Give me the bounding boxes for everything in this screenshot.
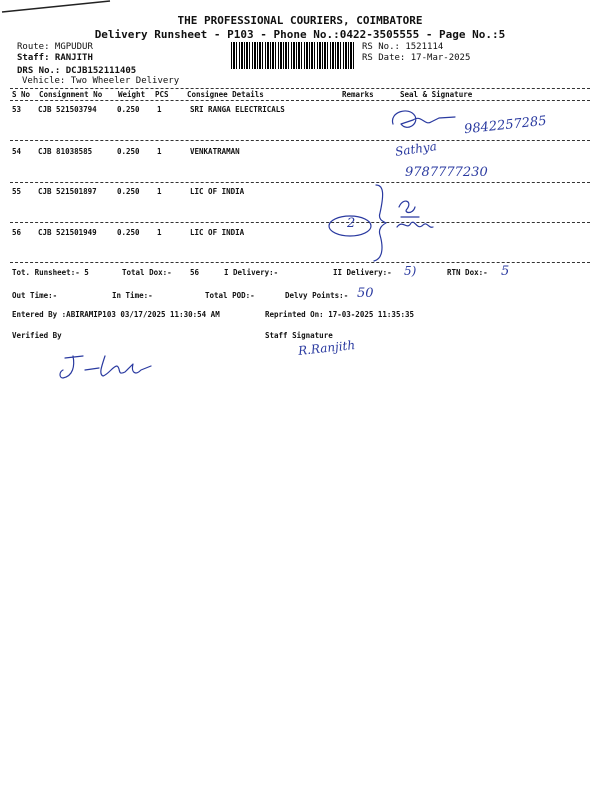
route-label: Route: MGPUDUR [17, 42, 93, 52]
row-consignment: CJB 521501897 [38, 187, 97, 196]
row-consignment: CJB 521503794 [38, 105, 97, 114]
company-title: THE PROFESSIONAL COURIERS, COIMBATORE [177, 14, 423, 27]
rtn-dox-handwritten: 5 [501, 264, 510, 279]
row-sno: 54 [12, 147, 22, 156]
i-delivery-label: I Delivery:- [224, 268, 279, 277]
col-header-weight: Weight [118, 90, 146, 99]
row-consignee: LIC OF INDIA [190, 187, 245, 196]
tot-runsheet: Tot. Runsheet:- 5 [12, 268, 89, 277]
staff-signature-label: Staff Signature [265, 331, 333, 340]
divider [10, 222, 590, 223]
divider [10, 88, 590, 89]
circled-count: 2 [347, 216, 356, 231]
divider [10, 262, 590, 263]
col-header-sno: S No [12, 90, 31, 99]
row-consignment: CJB 521501949 [38, 228, 97, 237]
total-pod-label: Total POD:- [205, 291, 255, 300]
vehicle-label: Vehicle: Two Wheeler Delivery [22, 76, 180, 86]
verifier-signature [55, 348, 165, 384]
col-header-pcs: PCS [155, 90, 169, 99]
col-header-seal: Seal & Signature [400, 90, 473, 99]
divider [10, 140, 590, 141]
reprinted-on: Reprinted On: 17-03-2025 11:35:35 [265, 310, 415, 319]
scribble-mark [393, 193, 443, 237]
rs-number: RS No.: 1521114 [362, 42, 444, 52]
total-dox-label: Total Dox:- [122, 268, 172, 277]
row-consignee: SRI RANGA ELECTRICALS [190, 105, 285, 114]
verified-by-label: Verified By [12, 331, 62, 340]
row-pcs: 1 [157, 228, 162, 237]
divider [10, 100, 590, 101]
row-consignment: CJB 81038585 [38, 147, 93, 156]
total-dox-value: 56 [190, 268, 200, 277]
drs-label: DRS No.: DCJB152111405 [17, 66, 137, 76]
handwritten-name-2: Sathya [394, 139, 438, 159]
row-weight: 0.250 [117, 187, 140, 196]
col-header-remarks: Remarks [342, 90, 374, 99]
row-sno: 55 [12, 187, 22, 196]
delvy-points-label: Delvy Points:- [285, 291, 349, 300]
ii-delivery-label: II Delivery:- [333, 268, 392, 277]
scan-mark [0, 0, 120, 14]
row-pcs: 1 [157, 147, 162, 156]
handwritten-phone-1: 9842257285 [463, 113, 548, 138]
runsheet-subtitle: Delivery Runsheet - P103 - Phone No.:0422-3505555 - Page No.:5 [94, 28, 506, 41]
staff-label: Staff: RANJITH [17, 53, 93, 63]
delvy-points-handwritten: 50 [357, 286, 374, 301]
signature-scribble [385, 102, 465, 138]
ii-delivery-handwritten: 5) [404, 264, 417, 278]
row-weight: 0.250 [117, 147, 140, 156]
row-consignee: VENKATRAMAN [190, 147, 240, 156]
row-sno: 53 [12, 105, 22, 114]
out-time-label: Out Time:- [12, 291, 58, 300]
rtn-dox-label: RTN Dox:- [447, 268, 488, 277]
in-time-label: In Time:- [112, 291, 153, 300]
row-weight: 0.250 [117, 228, 140, 237]
row-pcs: 1 [157, 187, 162, 196]
row-weight: 0.250 [117, 105, 140, 114]
row-sno: 56 [12, 228, 22, 237]
col-header-consignee: Consignee Details [187, 90, 264, 99]
col-header-consignment: Consignment No [39, 90, 103, 99]
divider [10, 182, 590, 183]
entered-by: Entered By :ABIRAMIP103 03/17/2025 11:30:54 AM [12, 310, 220, 319]
row-consignee: LIC OF INDIA [190, 228, 245, 237]
rs-date: RS Date: 17-Mar-2025 [362, 53, 471, 63]
row-pcs: 1 [157, 105, 162, 114]
barcode [231, 42, 355, 69]
handwritten-phone-2: 9787777230 [405, 165, 488, 180]
staff-signature-handwritten: R.Ranjith [297, 338, 356, 358]
